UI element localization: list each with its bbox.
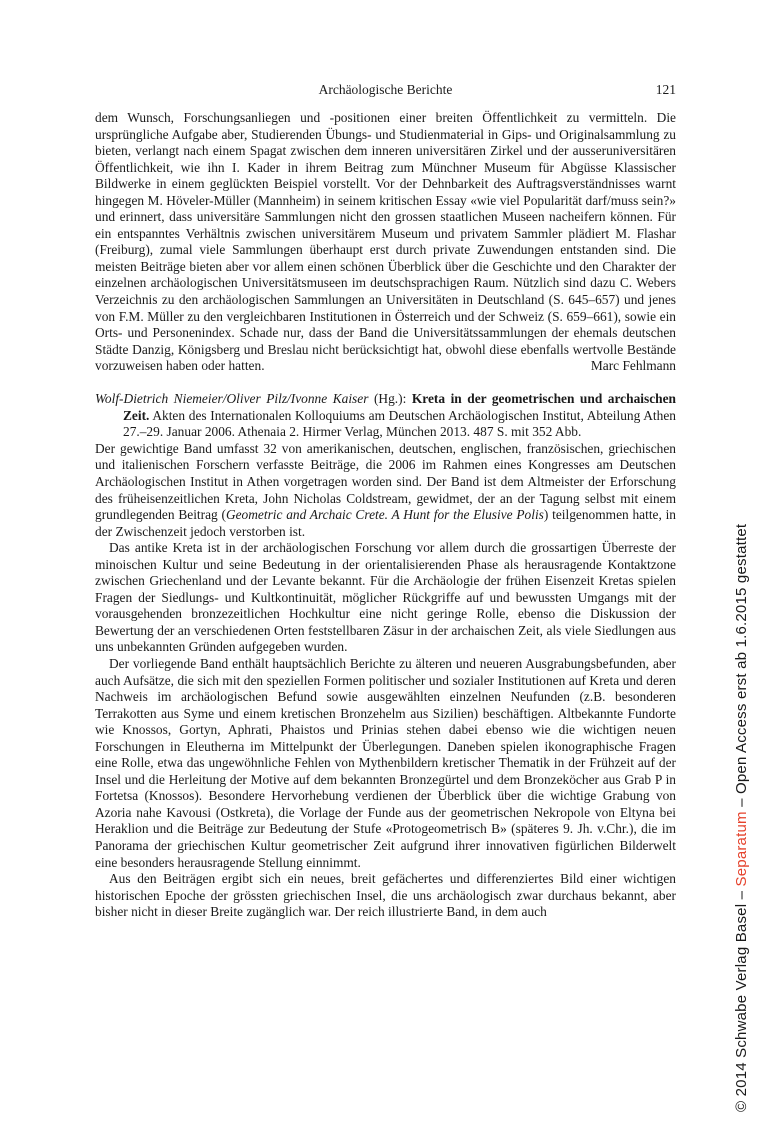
review-paragraph-4: Aus den Beiträgen ergibt sich ein neues, breit gefächertes und differenziertes Bild einer wichtigen historischen Epoche der grössten griechischen Insel, die uns archäologisch zwar durchaus bekannt, aber bisher nicht in dieser Breite zugänglich war. Der reich illustrierte Band, in dem auch bbox=[95, 871, 676, 920]
citation-editors-suffix: (Hg.): bbox=[368, 391, 412, 407]
review-paragraph-1 bbox=[95, 441, 676, 540]
cited-lecture-title: Geometric and Archaic Crete. A Hunt for the Elusive Polis bbox=[225, 507, 544, 523]
paragraph-1-text-end: ) teilgenommen hatte, in der Zwischenzeit jedoch verstorben ist. bbox=[95, 507, 676, 539]
page-text-block bbox=[95, 82, 676, 921]
review-previous-paragraph bbox=[95, 110, 676, 375]
journal-title: Archäologische Berichte bbox=[318, 82, 453, 97]
review-paragraph-3: Der vorliegende Band enthält hauptsächlich Berichte zu älteren und neueren Ausgrabungsbefunden, aber auch Aufsätze, die sich mit den speziellen Formen politischer und sozialer Institutionen auf Kreta und deren Nachweis im archäologischen Befund sowie ausgewählten einzelnen Neufunden (z.B. besonderen Terrakotten aus Syme und einem kretischen Bronzehelm aus Sizilien) beschäftigen. Altbekannte Fundorte wie Knossos, Gortyn, Aphrati, Phaistos und Prinias stehen dabei ebenso wie die wichtigen neuen Forschungen in Eleutherna im Mittelpunkt der Überlegungen. Daneben spielen ikonographische Fragen eine Rolle, etwa das ungewöhnliche Fehlen von Mythenbildern kretischer Thematik in der Frühzeit auf der Insel und die Herleitung der Motive auf dem bekannten Bronzegürtel und dem Bronzeköcher aus Grab P in Fortetsa (Knossos). Besondere Hervorhebung verdienen der Überblick über die wichtige Grabung von Azoria nahe Kavousi (Ostkreta), die Vorlage der Funde aus der geometrischen Nekropole von Eltyna bei Heraklion und die Beiträge zur Bedeutung der Stufe «Protogeometrisch B» (späteres 9. Jh. v.Chr.), die im Panorama der griechischen Kultur geometrischer Zeit aufgrund ihrer innovativen figürlichen Bilderwelt eine besonders herausragende Stellung einnimmt. bbox=[95, 656, 676, 870]
review-previous-body: dem Wunsch, Forschungsanliegen und -positionen einer breiten Öffentlichkeit zu vermitteln. Die ursprüngliche Aufgabe aber, Studierenden Übungs- und Studienmaterial in Gips- und Originalsammlung zu bieten, verlangt nach einem Spagat zwischen dem inneren universitären Zirkel und der ausseruniversitären Öffentlichkeit, wie ihn I. Kader in ihrem Beitrag zum Münchner Museum für Abgüsse Klassischer Bildwerke in einem geglückten Beispiel vorstellt. Vor der Dehnbarkeit des Auftragsverständnisses warnt hingegen M. Höveler-Müller (Mannheim) in seinem kritischen Essay «wie viel Popularität darf/muss sein?» und erinnert, dass universitäre Sammlungen nicht den grossen staatlichen Museen nacheifern können. Für ein entspanntes Verhältnis zwischen universitärem Museum und privatem Sammler plädiert M. Flashar (Freiburg), zumal viele Sammlungen überhaupt erst durch private Zuwendungen entstanden sind. Die meisten Beiträge bieten aber vor allem einen schönen Überblick über die Geschichte und den Charakter der einzelnen archäologischen Universitätsmuseen im deutschsprachigen Raum. Nützlich sind dazu C. Webers Verzeichnis zu den archäologischen Sammlungen an Universitäten in Deutschland (S. 645–657) und jenes von F.M. Müller zu den vergleichbaren Institutionen in Österreich und der Schweiz (S. 659–661), sowie ein Orts- und Personenindex. Schade nur, dass der Band die Universitätssammlungen der ehemals deutschen Städte Danzig, Königsberg und Breslau nicht berücksichtigt hat, obwohl diese ebenfalls wertvolle Bestände vorzuweisen haben oder hatten. bbox=[95, 110, 676, 374]
copyright-sidebar bbox=[733, 524, 750, 1112]
publisher-copyright: © 2014 Schwabe Verlag Basel – bbox=[733, 886, 750, 1112]
review-paragraph-2: Das antike Kreta ist in der archäologischen Forschung vor allem durch die grossartigen Überreste der minoischen Kultur und seine Bedeutung in der orientalisierenden Phase als herausragende Kontaktzone zwischen Griechenland und der Levante bekannt. Für die Archäologie der frühen Eisenzeit Kretas spielen Fragen der Siedlungs- und Kultkontinuität, möglicher Rückgriffe auf und bewussten Umgangs mit der vorausgehenden bronzezeitlichen Hochkultur eine nicht geringe Rolle, ebenso die Diskussion der Bewertung der an verschiedenen Orten feststellbaren Zäsur in der archaischen Zeit, als viele Siedlungen aus uns unbekannten Gründen aufgegeben wurden. bbox=[95, 540, 676, 655]
citation-book-title: Kreta in der geometrischen und archaischen Zeit. bbox=[123, 391, 676, 423]
reviewer-signature: Marc Fehlmann bbox=[590, 358, 676, 374]
paragraph-1-text: Der gewichtige Band umfasst 32 von amerikanischen, deutschen, englischen, französischen, griechischen und italienischen Forschern verfasste Beiträge, die 2006 im Rahmen eines Kongresses am Deutschen Archäologischen Institut in Athen vorgetragen worden sind. Der Band ist dem Altmeister der Erforschung des früheisenzeitlichen Kreta, John Nicholas Coldstream, gewidmet, der an der Tagung selbst mit einem grundlegenden Beitrag ( bbox=[95, 440, 676, 523]
running-head bbox=[95, 82, 676, 98]
book-citation-heading bbox=[95, 391, 676, 441]
citation-editors: Wolf-Dietrich Niemeier/Oliver Pilz/Ivonne Kaiser bbox=[95, 391, 369, 407]
open-access-note: – Open Access erst ab 1.6.2015 gestattet bbox=[733, 523, 750, 812]
citation-imprint: Akten des Internationalen Kolloquiums am Deutschen Archäologischen Institut, Abteilung Athen 27.–29. Januar 2006. Athenaia 2. Hirmer Verlag, München 2013. 487 S. mit 352 Abb. bbox=[123, 407, 676, 440]
separatum-label: Separatum bbox=[733, 811, 750, 887]
page-number: 121 bbox=[655, 82, 676, 97]
